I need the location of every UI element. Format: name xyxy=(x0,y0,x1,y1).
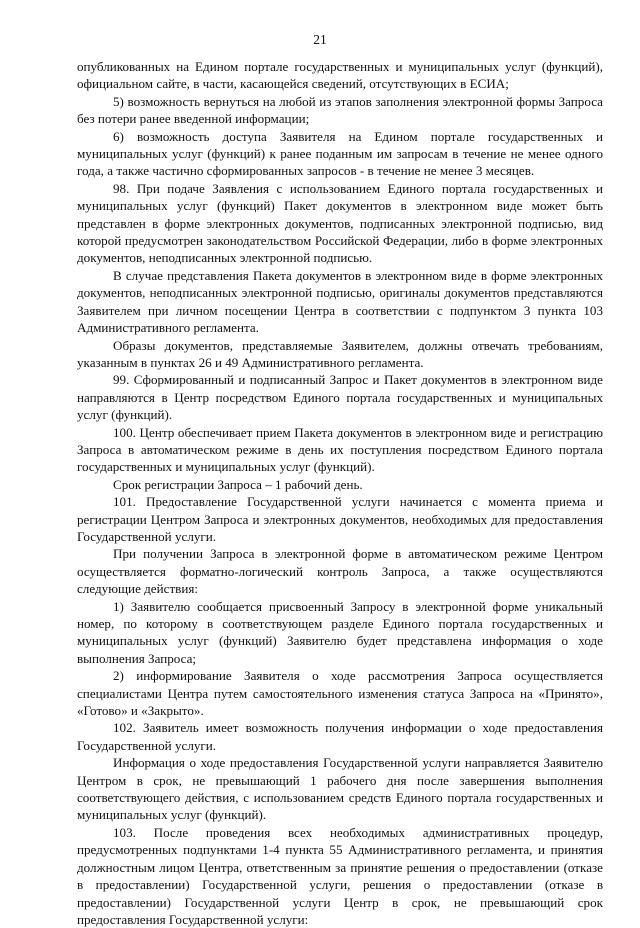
paragraph-101-item-1: 1) Заявителю сообщается присвоенный Запросу в электронной форме уникальный номер, по которому в соответствующем разделе Единого портала государственных и муниципальных услуг (функций) Заявителю будет представлена информация о ходе выполнения Запроса; xyxy=(77,598,603,666)
paragraph-103: 103. После проведения всех необходимых административных процедур, предусмотренных подпунктами 1-4 пункта 55 Административного регламента, и принятия должностным лицом Центра, ответственным за принятие решения о предоставлении (отказе в предоставлении) Государственной услуги, решения о предоставлении (отказе в предоставлении) Государственной услуги Центр в срок, не превышающий срок предоставления Государственной услуги: xyxy=(77,824,603,927)
paragraph-98: 98. При подаче Заявления с использованием Единого портала государственных и муниципальных услуг (функций) Пакет документов в электронном виде может быть представлен в форме электронных документов, подписанных электронной подписью, вид которой предусмотрен законодательством Российской Федерации, либо в форме электронных документов, неподписанных электронной подписью. xyxy=(77,180,603,266)
document-body xyxy=(77,58,603,928)
paragraph-102-info-term: Информация о ходе предоставления Государственной услуги направляется Заявителю Центром в срок, не превышающий 1 рабочего дня после завершения выполнения соответствующего действия, с использованием средств Единого портала государственных и муниципальных услуг (функций). xyxy=(77,755,603,823)
paragraph-esia-continuation: опубликованных на Едином портале государственных и муниципальных услуг (функций), официальном сайте, в части, касающейся сведений, отсутствующих в ЕСИА; xyxy=(77,59,603,92)
paragraph-101: 101. Предоставление Государственной услуги начинается с момента приема и регистрации Центром Запроса и электронных документов, необходимых для предоставления Государственной услуги. xyxy=(77,494,603,544)
paragraph-98-document-images: Образы документов, представляемые Заявителем, должны отвечать требованиям, указанным в пунктах 26 и 49 Административного регламента. xyxy=(77,337,603,370)
page-number: 21 xyxy=(313,32,327,47)
paragraph-98-unsigned-docs: В случае представления Пакета документов в электронном виде в форме электронных документов, неподписанных электронной подписью, оригиналы документов представляются Заявителем при личном посещении Центра в соответствии с подпунктом 3 пункта 103 Административного регламента. xyxy=(77,267,603,336)
paragraph-99: 99. Сформированный и подписанный Запрос и Пакет документов в электронном виде направляются в Центр посредством Единого портала государственных и муниципальных услуг (функций). xyxy=(77,372,603,423)
paragraph-item-6: 6) возможность доступа Заявителя на Едином портале государственных и муниципальных услуг (функций) к ранее поданным им запросам в течение не менее одного года, а также частично сформированных запросов - в течение не менее 3 месяцев. xyxy=(77,128,603,179)
paragraph-102: 102. Заявитель имеет возможность получения информации о ходе предоставления Государственной услуги. xyxy=(77,720,603,753)
paragraph-100: 100. Центр обеспечивает прием Пакета документов в электронном виде и регистрацию Запроса в автоматическом режиме в день их поступления посредством Единого портала государственных и муниципальных услуг (функций). xyxy=(77,424,603,475)
paragraph-101-format-control: При получении Запроса в электронной форме в автоматическом режиме Центром осуществляется форматно-логический контроль Запроса, а также осуществляются следующие действия: xyxy=(77,546,603,597)
paragraph-100-registration-term: Срок регистрации Запроса – 1 рабочий день. xyxy=(113,476,363,492)
paragraph-item-5: 5) возможность вернуться на любой из этапов заполнения электронной формы Запроса без потери ранее введенной информации; xyxy=(77,93,603,127)
paragraph-101-item-2: 2) информирование Заявителя о ходе рассмотрения Запроса осуществляется специалистами Центра путем самостоятельного изменения статуса Запроса на «Принято», «Готово» и «Закрыто». xyxy=(77,668,603,719)
